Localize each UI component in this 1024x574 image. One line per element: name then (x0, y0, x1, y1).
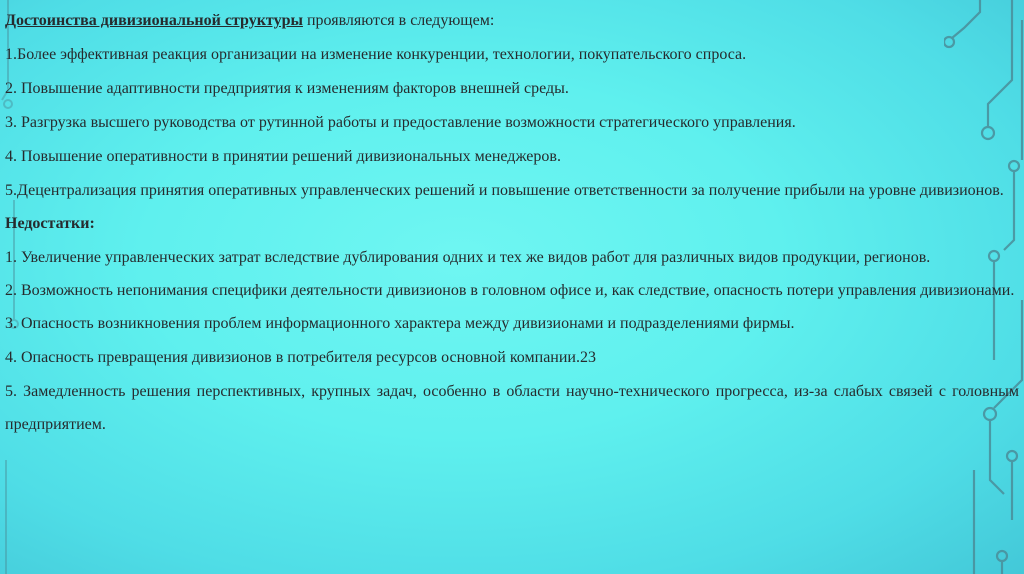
advantage-item-1: 1.Более эффективная реакция организации на изменение конкуренции, технологии, покупательского спроса. (5, 46, 747, 63)
disadvantage-item-2: 2. Возможность непонимания специфики деятельности дивизионов в головном офисе и, как следствие, опасность потери управления дивизионами. (5, 282, 1015, 299)
advantage-item-5: 5.Децентрализация принятия оперативных управленческих решений и повышение ответственности за получение прибыли на уровне дивизионов. (5, 182, 1004, 199)
disadvantage-item-3: 3. Опасность возникновения проблем информационного характера между дивизионами и подразделениями фирмы. (5, 315, 795, 332)
disadvantages-title: Недостатки: (5, 215, 95, 232)
disadvantage-item-1: 1. Увеличение управленческих затрат вследствие дублирования одних и тех же видов работ для различных видов продукции, регионов. (5, 249, 931, 266)
disadvantage-item-5: 5. Замедленность решения перспективных, крупных задач, особенно в области научно-технического прогресса, из-за слабых связей с головным предприятием. (5, 383, 1019, 433)
advantages-title: Достоинства дивизиональной структуры (5, 12, 303, 29)
slide-text (5, 4, 1019, 441)
advantage-item-2: 2. Повышение адаптивности предприятия к изменениям факторов внешней среды. (5, 80, 569, 97)
advantages-title-rest: проявляются в следующем: (302, 12, 495, 29)
advantage-item-3: 3. Разгрузка высшего руководства от рутинной работы и предоставление возможности стратегического управления. (5, 114, 796, 131)
disadvantage-item-4: 4. Опасность превращения дивизионов в потребителя ресурсов основной компании.23 (5, 349, 596, 366)
advantage-item-4: 4. Повышение оперативности в принятии решений дивизиональных менеджеров. (5, 148, 561, 165)
advantages-heading (5, 4, 1019, 38)
